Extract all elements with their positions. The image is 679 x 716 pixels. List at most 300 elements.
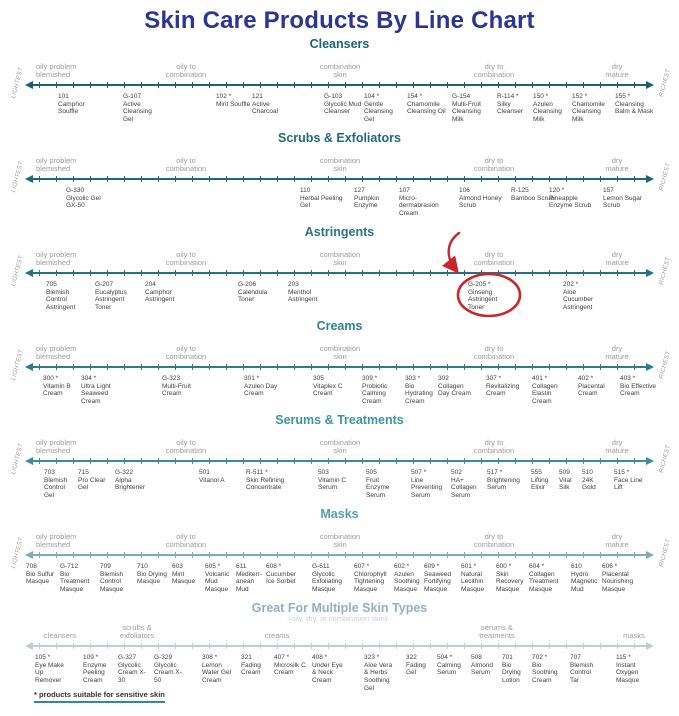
product-code: 109 *: [83, 654, 99, 661]
product-code: 510: [582, 469, 593, 476]
product: [46, 281, 90, 312]
product-name: Bio Treatment Masque: [60, 570, 90, 593]
product-code: G-206: [238, 281, 257, 288]
product-name: Glycolic Mud Cleanser: [324, 100, 362, 116]
product-name: Probiotic Calming Cream: [362, 382, 388, 405]
product: [364, 654, 398, 692]
product-name: Ultra Light Seaweed Cream: [81, 382, 111, 405]
product-name: Ginseng Astringent Toner: [468, 288, 498, 311]
product: [81, 375, 119, 406]
product-name: Vitaplex C Cream: [313, 382, 343, 398]
category-label: scrubs & exfoliators: [119, 622, 155, 641]
skin-type-label: combination skin: [319, 61, 361, 80]
product-code: 120 *: [549, 187, 565, 194]
product: [532, 375, 570, 406]
product: [394, 563, 424, 594]
product-name: Instant Oxygen Masque: [616, 661, 640, 684]
product: [614, 469, 644, 492]
skin-type-label: oily to combination: [165, 61, 207, 80]
product: [312, 563, 346, 594]
axis-ticks: [39, 552, 640, 558]
product-code: 303 *: [405, 375, 421, 382]
skin-type-label: dry to combination: [473, 155, 515, 174]
product: [83, 654, 113, 685]
product-code: G-327: [118, 654, 137, 661]
product-name: Aloe Vera & Herbs Soothing Gel: [364, 661, 393, 692]
product: [115, 469, 145, 492]
product-code: 302: [438, 375, 449, 382]
product-name: Silky Cleanser: [497, 100, 524, 116]
product: [162, 375, 200, 398]
product-name: Glycolic Cream X-30: [118, 661, 146, 684]
product-name: Skin Recovery Masque: [496, 570, 524, 593]
labels-row: [0, 240, 679, 269]
skin-type-label: dry mature: [605, 343, 629, 362]
product-name: Multi-Fruit Cream: [162, 382, 191, 398]
product-name: Chlorophyll Tightening Masque: [354, 570, 387, 593]
product: [318, 469, 348, 492]
product-code: 701: [502, 654, 513, 661]
product-code: G-323: [162, 375, 181, 382]
product-name: Glycolic Exfoliating Masque: [312, 570, 342, 593]
product-code: 708: [26, 563, 37, 570]
product-name: Natural Lecithin Masque: [461, 570, 485, 593]
product: [324, 93, 364, 116]
product-name: Multi-Fruit Cleansing Milk: [452, 100, 481, 123]
product-line-axis: [27, 269, 652, 277]
product: [100, 563, 134, 594]
products-row: [0, 185, 679, 225]
product-code: 604 *: [529, 563, 545, 570]
product-code: 308 *: [202, 654, 218, 661]
product-name: Vital Silk: [559, 476, 572, 492]
product-code: 715: [78, 469, 89, 476]
footnote-row: [34, 684, 679, 703]
product-name: Menthol Astringent: [288, 288, 318, 304]
product-code: 610: [571, 563, 582, 570]
product-code: 707: [570, 654, 581, 661]
skin-type-label: oily to combination: [165, 249, 207, 268]
product: [502, 654, 528, 685]
skin-type-label: oily to combination: [165, 437, 207, 456]
product-code: 323 *: [364, 654, 380, 661]
product: [549, 187, 595, 210]
product-name: Mint Masque: [172, 570, 196, 586]
labels-row: [0, 428, 679, 457]
axis-lightest-label: LIGHTEST: [10, 536, 25, 570]
product: [602, 563, 638, 594]
axis-ticks: [39, 270, 640, 276]
product: [486, 375, 524, 398]
section-cleansers: [0, 37, 679, 131]
product: [459, 187, 505, 210]
product-code: 515 *: [614, 469, 630, 476]
product-name: Under Eye & Neck Cream: [312, 661, 343, 684]
section-title: Serums & Treatments: [275, 413, 404, 427]
section-title: Scrubs & Exfoliators: [278, 131, 401, 145]
category-label: cleansers: [43, 631, 77, 641]
axis-richest-label: RICHEST: [658, 256, 672, 286]
right-arrowhead-icon: [646, 175, 654, 183]
product-code: 503: [318, 469, 329, 476]
product-code: 127: [354, 187, 365, 194]
product-code: 107: [399, 187, 410, 194]
product-name: Bio Effective Cream: [620, 382, 657, 398]
section-title: Great For Multiple Skin Types: [251, 601, 428, 615]
product: [615, 93, 655, 116]
product-name: Chamomile Cleansing Oil: [407, 100, 446, 116]
product: [406, 654, 432, 677]
product-line-axis: [27, 551, 652, 559]
labels-row: [0, 616, 679, 642]
product-code: 150 *: [533, 93, 549, 100]
axis-lightest-label: LIGHTEST: [10, 254, 25, 288]
product-name: Placental Cream: [578, 382, 605, 398]
product-code: 309 *: [362, 375, 378, 382]
product-name: Bio Sulfur Masque: [26, 570, 55, 586]
footnote: * products suitable for sensitive skin: [34, 690, 165, 703]
product: [563, 281, 607, 312]
product: [241, 654, 269, 677]
product-name: Eye Make Up Remover: [35, 661, 64, 684]
section-masks: [0, 507, 679, 601]
product: [43, 375, 81, 398]
labels-row: [0, 522, 679, 551]
product-code: 106: [459, 187, 470, 194]
product-code: G-329: [154, 654, 173, 661]
axis-richest-label: RICHEST: [658, 538, 672, 568]
category-label: masks: [623, 631, 645, 641]
product: [451, 469, 481, 500]
right-arrowhead-icon: [646, 551, 654, 559]
product-code: 607 *: [354, 563, 370, 570]
product-name: Seaweed Fortifying Masque: [424, 570, 452, 593]
product-name: Vitanol A: [199, 476, 225, 484]
product-name: Pineapple Enzyme Scrub: [549, 194, 592, 210]
skin-type-label: oily to combination: [165, 531, 207, 550]
product-code: 110: [300, 187, 311, 194]
product-code: 307 *: [486, 375, 502, 382]
product: [362, 375, 400, 406]
axis-richest-label: RICHEST: [658, 68, 672, 98]
section-title: Creams: [316, 319, 363, 333]
product-name: Camphor Souffle: [58, 100, 85, 116]
product-line-axis: [27, 457, 652, 465]
skin-type-label: combination skin: [319, 531, 361, 550]
skin-type-label: combination skin: [319, 437, 361, 456]
product-code: 702 *: [532, 654, 548, 661]
product-name: Pumpkin Enzyme: [354, 194, 380, 210]
product-name: Hydro Magnetic Mud: [571, 570, 598, 593]
product-name: Micro-dermabrasion Cream: [399, 194, 439, 217]
section-astringents: [0, 225, 679, 319]
product: [288, 281, 332, 304]
axis-ticks: [39, 176, 640, 182]
product-line-axis: [27, 175, 652, 183]
product: [266, 563, 300, 586]
product-code: 606 *: [602, 563, 618, 570]
product-code: 204: [145, 281, 156, 288]
product: [424, 563, 458, 594]
skin-type-label: oily problem blemished: [36, 155, 77, 174]
skin-type-label: dry mature: [605, 249, 629, 268]
chart-sections: [0, 37, 679, 692]
product-name: HA+ Collagen Serum: [451, 476, 477, 499]
product-name: Bio Hydrating Cream: [405, 382, 433, 405]
product-code: G-103: [324, 93, 343, 100]
section-title: Masks: [320, 507, 359, 521]
skin-type-label: oily to combination: [165, 155, 207, 174]
product-name: Vitamin C Serum: [318, 476, 347, 492]
product-code: 403 *: [620, 375, 636, 382]
axis-ticks: [39, 82, 640, 88]
product-code: G-154: [452, 93, 471, 100]
product-name: 24K Gold: [582, 476, 596, 492]
page-title: Skin Care Products By Line Chart: [144, 7, 535, 34]
product-code: G-322: [115, 469, 134, 476]
product-line-axis: [27, 363, 652, 371]
product-code: 202 *: [563, 281, 579, 288]
product-name: Fruit Enzyme Serum: [366, 476, 390, 499]
skin-type-label: dry to combination: [473, 437, 515, 456]
product: [411, 469, 441, 500]
axis-lightest-label: LIGHTEST: [10, 442, 25, 476]
product-name: Lifting Elixir: [531, 476, 549, 492]
skin-type-label: dry to combination: [473, 531, 515, 550]
skin-type-label: oily problem blemished: [36, 531, 77, 550]
skin-type-label: dry mature: [605, 155, 629, 174]
axis-ticks: [39, 643, 640, 649]
product-code: 104 *: [364, 93, 380, 100]
product-code: G-330: [66, 187, 85, 194]
category-label: serums & treatments: [479, 622, 515, 641]
product: [252, 93, 292, 116]
section-great-for-multiple-skin-types: [0, 601, 679, 692]
axis-ticks: [39, 458, 640, 464]
skin-type-label: oily problem blemished: [36, 249, 77, 268]
section-creams: [0, 319, 679, 413]
product: [616, 654, 650, 685]
product-name: Collagen Treatment Masque: [529, 570, 559, 593]
product-name: Chamomile Cleansing Milk: [572, 100, 605, 123]
product-code: R-511 *: [246, 469, 268, 476]
product: [461, 563, 495, 594]
product-code: 305: [313, 375, 324, 382]
product-name: Enzyme Peeling Cream: [83, 661, 107, 684]
axis-row: [0, 642, 679, 652]
axis-richest-label: RICHEST: [658, 162, 672, 192]
product-name: Azulen Day Cream: [244, 382, 278, 398]
product-code: 603: [172, 563, 183, 570]
right-arrowhead-icon: [646, 363, 654, 371]
product-code: 609 *: [424, 563, 440, 570]
product-code: 115 *: [616, 654, 631, 661]
product-name: Active Charcoal: [252, 100, 279, 116]
product-code: 501: [199, 469, 210, 476]
product-name: Bio Drying Lotion: [502, 661, 521, 684]
product: [364, 93, 404, 124]
product-code: 155 *: [615, 93, 631, 100]
product-code: 322: [406, 654, 417, 661]
product: [570, 654, 600, 685]
product-name: Lemon Sugar Scrub: [603, 194, 643, 210]
product-code: 705: [46, 281, 57, 288]
product: [205, 563, 235, 594]
product-name: Placental Nourishing Masque: [602, 570, 634, 593]
skin-type-label: combination skin: [319, 155, 361, 174]
product-code: 710: [137, 563, 148, 570]
skin-type-label: dry mature: [605, 61, 629, 80]
product-line-axis: [27, 642, 652, 650]
product-name: Pro Clear Gel: [78, 476, 106, 492]
product-name: Mint Souffle: [216, 100, 251, 108]
product-name: Almond Serum: [471, 661, 494, 677]
product: [26, 563, 60, 586]
product-name: Eucalyptus Astringent Toner: [95, 288, 127, 311]
product-code: 509: [559, 469, 570, 476]
product-name: Glycolic Gel GX-50: [66, 194, 101, 210]
skin-type-label: combination skin: [319, 343, 361, 362]
product-name: Blemish Control Astringent: [46, 288, 76, 311]
skin-type-label: dry to combination: [473, 61, 515, 80]
category-label: creams: [264, 631, 290, 641]
axis-richest-label: RICHEST: [658, 350, 672, 380]
axis-ticks: [39, 364, 640, 370]
product: [154, 654, 184, 685]
product-code: 608 *: [266, 563, 282, 570]
product-code: 611: [236, 563, 247, 570]
skin-type-label: oily to combination: [165, 343, 207, 362]
product-name: Lemon Water Gel Cream: [202, 661, 232, 684]
labels-row: [0, 52, 679, 81]
product: [202, 654, 236, 685]
product: [172, 563, 200, 586]
product: [58, 93, 98, 116]
section-scrubs-exfoliators: [0, 131, 679, 225]
product-line-axis: [27, 81, 652, 89]
product-name: Camphor Astringent: [145, 288, 175, 304]
product-code: 401 *: [532, 375, 548, 382]
product-code: 600 *: [496, 563, 512, 570]
product: [438, 375, 476, 398]
product-name: Glycolic Cream X-50: [154, 661, 182, 684]
skin-type-label: oily problem blemished: [36, 437, 77, 456]
product-name: Vitamin B Cream: [43, 382, 71, 398]
product-name: Skin Refining Concentrate: [246, 476, 285, 492]
axis-lightest-label: LIGHTEST: [10, 160, 25, 194]
product-code: 555: [531, 469, 542, 476]
product-name: Calming Serum: [437, 661, 461, 677]
product-name: Blemish Control Gel: [44, 476, 68, 499]
skin-type-label: dry mature: [605, 531, 629, 550]
product: [531, 469, 555, 492]
product-code: R-114 *: [497, 93, 519, 100]
section-subtitle: (oily, dry, or combination skin): [288, 614, 388, 623]
product: [533, 93, 573, 124]
product: [399, 187, 445, 218]
product: [123, 93, 163, 124]
product-name: Fading Cream: [241, 661, 261, 677]
product-name: Herbal Peeling Gel: [300, 194, 343, 210]
product-name: Blemish Control Masque: [100, 570, 124, 593]
section-title: Astringents: [304, 225, 375, 239]
product-code: 301 *: [244, 375, 260, 382]
labels-row: [0, 334, 679, 363]
product: [95, 281, 139, 312]
product-code: 601 *: [461, 563, 477, 570]
product-name: Almond Honey Scrub: [459, 194, 502, 210]
product-code: R-125: [511, 187, 529, 194]
product: [487, 469, 520, 492]
product-name: Microsilk C Cream: [274, 661, 306, 677]
product-name: Aloe Cucumber Astringent: [563, 288, 593, 311]
product-name: Cleansing Balm & Mask: [615, 100, 654, 116]
product-code: 504 *: [437, 654, 453, 661]
product: [529, 563, 563, 594]
product-code: 203: [288, 281, 299, 288]
product: [300, 187, 346, 210]
product-code: 105 *: [35, 654, 51, 661]
product-code: 602 *: [394, 563, 410, 570]
product: [407, 93, 447, 116]
product-name: Gentle Cleansing Gel: [364, 100, 393, 123]
products-row: [0, 561, 679, 601]
skin-type-label: oily problem blemished: [36, 61, 77, 80]
product-code: 502: [451, 469, 462, 476]
product: [559, 469, 579, 492]
product-name: Active Cleansing Gel: [123, 100, 152, 123]
product: [44, 469, 74, 500]
product: [238, 281, 282, 304]
product: [452, 93, 492, 124]
product: [199, 469, 229, 484]
product-code: 508: [471, 654, 482, 661]
products-row: [0, 91, 679, 131]
skin-type-label: dry to combination: [473, 249, 515, 268]
product-name: Azulen Soothing Masque: [394, 570, 420, 593]
skin-type-label: dry mature: [605, 437, 629, 456]
product: [437, 654, 465, 677]
product: [354, 563, 388, 594]
skin-type-label: combination skin: [319, 249, 361, 268]
product-name: Bamboo Scrub: [511, 194, 554, 202]
product: [216, 93, 256, 108]
product: [313, 375, 351, 398]
product-code: 152 *: [572, 93, 588, 100]
product: [145, 281, 189, 304]
product: [66, 187, 112, 210]
product: [571, 563, 601, 594]
product: [118, 654, 148, 685]
right-arrowhead-icon: [646, 457, 654, 465]
product: [244, 375, 282, 398]
product-code: 605 *: [205, 563, 221, 570]
product-name: Collagen Day Cream: [438, 382, 471, 398]
products-row: [0, 467, 679, 507]
product-code: 300 *: [43, 375, 59, 382]
product-code: 517 *: [487, 469, 503, 476]
product: [78, 469, 108, 492]
product-code: 709: [100, 563, 111, 570]
product-name: Cucumber Ice Sorbet: [266, 570, 296, 586]
product: [471, 654, 499, 677]
right-arrowhead-icon: [646, 81, 654, 89]
product-name: Volcanic Mud Masque: [205, 570, 230, 593]
product-name: Bio Soothing Cream: [532, 661, 558, 684]
product-name: Face Line Lift: [614, 476, 643, 492]
product-code: 321: [241, 654, 252, 661]
product-code: 407 *: [274, 654, 290, 661]
